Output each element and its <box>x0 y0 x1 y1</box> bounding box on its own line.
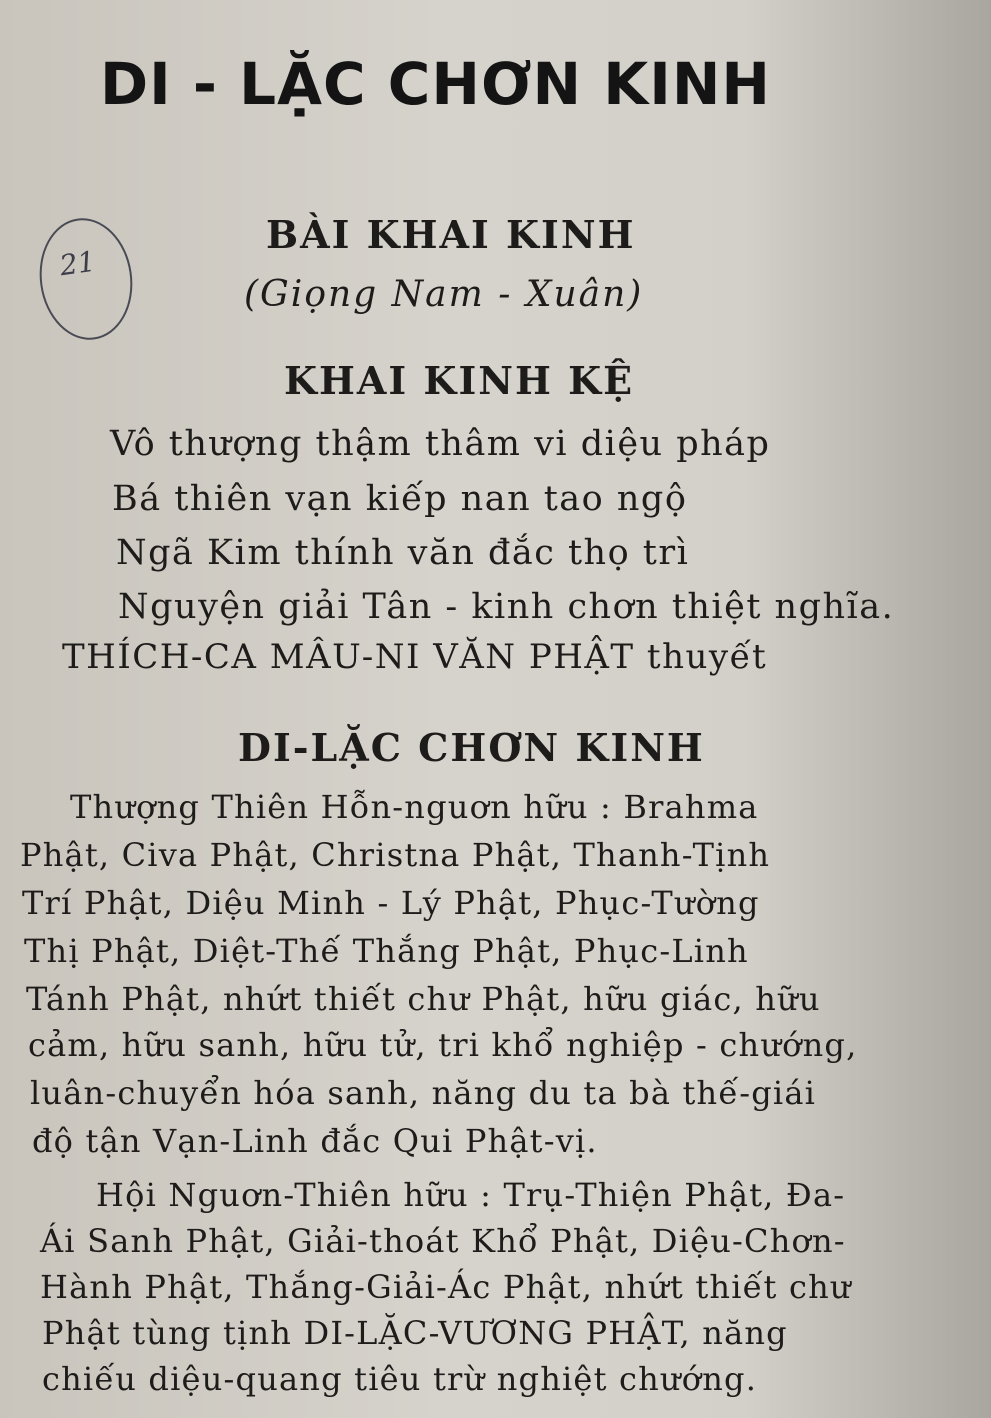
paragraph-line: cảm, hữu sanh, hữu tử, tri khổ nghiệp - chướng, <box>28 1026 858 1064</box>
gatha-attribution: THÍCH-CA MÂU-NI VĂN PHẬT thuyết <box>62 637 768 677</box>
paragraph-line: Hội Nguơn-Thiên hữu : Trụ-Thiện Phật, Đa- <box>96 1176 846 1214</box>
gatha-heading: KHAI KINH KỆ <box>284 358 635 403</box>
section-subheading-melody: (Giọng Nam - Xuân) <box>244 274 644 315</box>
paragraph-line: Hành Phật, Thắng-Giải-Ác Phật, nhứt thiết chư <box>40 1268 852 1306</box>
gatha-line: Ngã Kim thính văn đắc thọ trì <box>116 533 690 573</box>
paragraph-line: Phật tùng tịnh DI-LẶC-VƯƠNG PHẬT, năng <box>42 1314 788 1352</box>
paragraph-line: chiếu diệu-quang tiêu trừ nghiệt chướng. <box>42 1360 758 1398</box>
paragraph-line: Thị Phật, Diệt-Thế Thắng Phật, Phục-Linh <box>24 932 749 970</box>
page-title: DI - LẶC CHƠN KINH <box>100 50 771 118</box>
gatha-line: Vô thượng thậm thâm vi diệu pháp <box>110 424 771 464</box>
section-heading-bai-khai-kinh: BÀI KHAI KINH <box>266 212 636 257</box>
handwritten-mark-text: 21 <box>57 244 98 283</box>
paragraph-line: Ái Sanh Phật, Giải-thoát Khổ Phật, Diệu-Chơn- <box>40 1222 846 1260</box>
paragraph-line: Phật, Civa Phật, Christna Phật, Thanh-Tịnh <box>20 836 771 874</box>
paragraph-line: Trí Phật, Diệu Minh - Lý Phật, Phục-Tường <box>22 884 760 922</box>
paragraph-line: Tánh Phật, nhứt thiết chư Phật, hữu giác, hữu <box>26 980 821 1018</box>
paragraph-line: Thượng Thiên Hỗn-nguơn hữu : Brahma <box>70 788 759 826</box>
gatha-line: Nguyện giải Tân - kinh chơn thiệt nghĩa. <box>118 587 895 627</box>
gatha-line: Bá thiên vạn kiếp nan tao ngộ <box>112 479 688 519</box>
scripture-heading: DI-LẶC CHƠN KINH <box>238 725 705 770</box>
paragraph-line: luân-chuyển hóa sanh, năng du ta bà thế-giái <box>30 1074 817 1112</box>
paragraph-line: độ tận Vạn-Linh đắc Qui Phật-vị. <box>32 1122 598 1160</box>
handwritten-page-number <box>32 212 140 346</box>
